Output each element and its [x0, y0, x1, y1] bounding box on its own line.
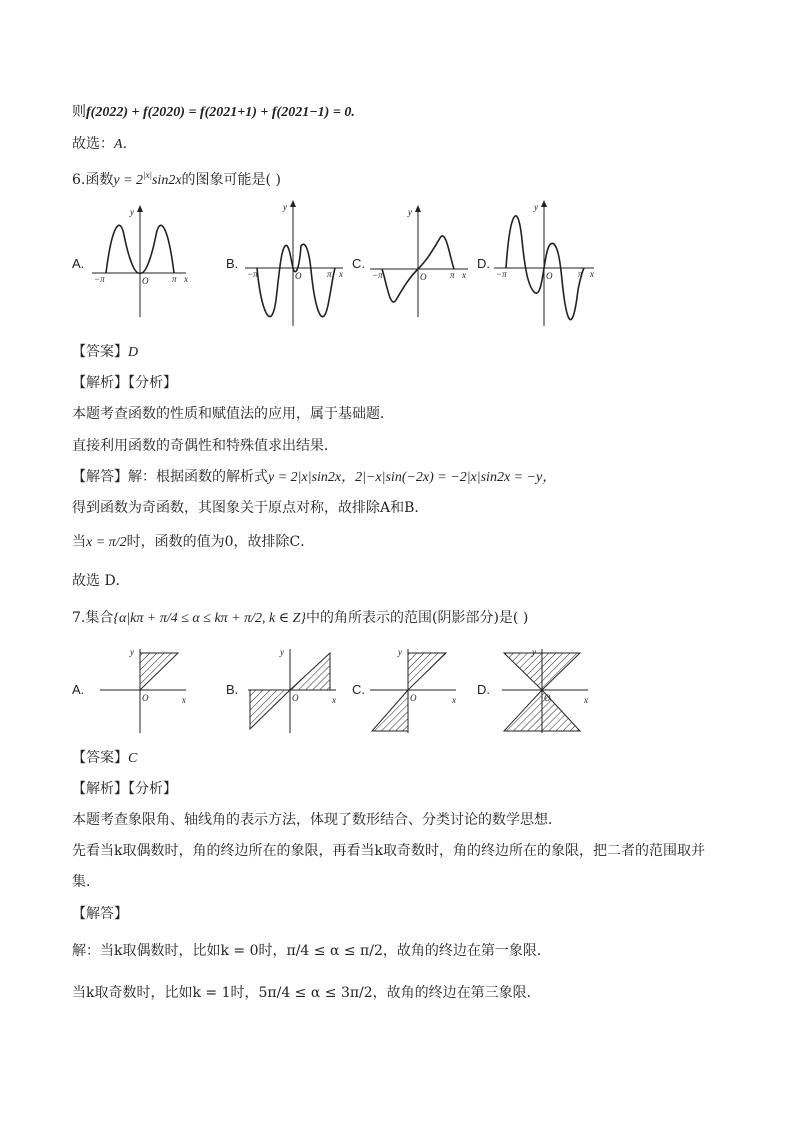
q6-answer-value: D	[128, 345, 139, 360]
q6a-y: y	[130, 207, 134, 217]
q6-graph-c	[368, 205, 478, 320]
q6-func-exp: |x|	[143, 170, 152, 180]
line-f-values	[72, 103, 355, 122]
line1-formula: f(2022) + f(2020) = f(2021+1) + f(2021−1) = 0.	[86, 105, 355, 120]
q7d-x: x	[584, 695, 588, 705]
q6-analysis-tag: 【解析】【分析】	[72, 375, 177, 391]
q7b-y: y	[280, 647, 284, 657]
line-select-a	[72, 135, 127, 154]
q6-graph-d	[492, 200, 602, 328]
q7c-y: y	[398, 647, 402, 657]
q6c-neg-pi: −π	[372, 270, 383, 280]
q7-stem	[72, 609, 528, 628]
q6-option-a-label: A.	[72, 256, 85, 271]
q7a-x: x	[182, 695, 186, 705]
q6-solution3-a: 当	[72, 534, 86, 550]
q7-solution-2: 当k取奇数时，比如k = 1时，5π/4 ≤ α ≤ 3π/2，故角的终边在第三象限．	[72, 985, 541, 1001]
q6b-x: x	[339, 269, 343, 279]
q7-option-a-label: A.	[72, 682, 85, 697]
q7-analysis-1: 本题考查象限角、轴线角的表示方法，体现了数形结合、分类讨论的数学思想．	[72, 812, 562, 828]
q7-analysis-3: 集．	[72, 874, 100, 890]
q6a-neg-pi: −π	[94, 274, 105, 284]
q6b-pos-pi: π	[327, 269, 332, 279]
q6-graph-b	[243, 200, 353, 328]
q6-solution3-math: x = π/2	[86, 535, 127, 550]
q6-func-lhs: y = 2	[113, 173, 144, 188]
q7c-x: x	[452, 695, 456, 705]
q6-stem-suffix: 的图象可能是( )	[181, 172, 281, 188]
q7-option-c-label: C.	[352, 682, 365, 697]
q6a-x: x	[184, 274, 188, 284]
q6-analysis-2: 直接利用函数的奇偶性和特殊值求出结果．	[72, 438, 338, 454]
q6-solution-tag: 【解答】	[72, 469, 128, 485]
q6c-pos-pi: π	[450, 270, 455, 280]
q6-option-c-label: C.	[352, 256, 365, 271]
q6b-neg-pi: −π	[247, 269, 258, 279]
q7-option-d-label: D.	[477, 682, 490, 697]
q6d-o: O	[546, 271, 553, 281]
q6-analysis-1: 本题考查函数的性质和赋值法的应用，属于基础题．	[72, 406, 394, 422]
q6b-o: O	[295, 271, 302, 281]
q6-stem-prefix: 6.函数	[72, 172, 114, 188]
select-answer: A	[114, 137, 123, 152]
q6-option-d-label: D.	[477, 256, 490, 271]
q6d-neg-pi: −π	[496, 269, 507, 279]
q7-stem-prefix: 7.集合	[72, 610, 114, 626]
q7b-x: x	[332, 695, 336, 705]
q6d-y: y	[534, 202, 538, 212]
q6-solution-1	[72, 468, 556, 487]
q6b-y: y	[283, 202, 287, 212]
q7-solution-tag: 【解答】	[72, 906, 128, 922]
q7-graph-d	[500, 645, 600, 735]
q6-solution-3	[72, 533, 314, 552]
q6-solution3-b: 时，函数的值为0，故排除C．	[126, 534, 315, 550]
q6-option-b-label: B.	[226, 256, 239, 271]
q7a-o: O	[142, 693, 149, 703]
q6-answer-tag: 【答案】	[72, 344, 128, 360]
q6d-x: x	[590, 269, 594, 279]
q7-graph-c	[368, 645, 468, 735]
q7-analysis-2: 先看当k取偶数时，角的终边所在的象限，再看当k取奇数时，角的终边所在的象限，把二者的范围取并	[72, 843, 705, 859]
q7-graph-a	[94, 645, 194, 735]
select-text: 故选：	[72, 136, 114, 152]
q6c-y: y	[408, 207, 412, 217]
q6-solution-2: 得到函数为奇函数，其图象关于原点对称，故排除A和B．	[72, 500, 429, 516]
q6a-o: O	[142, 276, 149, 286]
q7d-o: O	[544, 693, 551, 703]
q7a-y: y	[130, 647, 134, 657]
q7-answer-tag: 【答案】	[72, 750, 128, 766]
q6-func-rhs: sin2x	[151, 173, 182, 188]
line1-prefix: 则	[72, 104, 86, 120]
q7-stem-suffix: 中的角所表示的范围(阴影部分)是( )	[306, 610, 529, 626]
q6-conclusion: 故选 D．	[72, 573, 130, 589]
q6-answer	[72, 343, 138, 362]
q7-answer	[72, 749, 137, 768]
q7c-o: O	[410, 693, 417, 703]
q7-graph-b	[244, 645, 344, 735]
q6a-pos-pi: π	[172, 274, 177, 284]
select-tail: .	[122, 136, 128, 152]
q6-stem	[72, 166, 281, 190]
q7-answer-value: C	[128, 751, 138, 766]
q6d-pos-pi: π	[578, 269, 583, 279]
q7-option-b-label: B.	[226, 682, 239, 697]
q7-solution-1: 解：当k取偶数时，比如k = 0时，π/4 ≤ α ≤ π/2，故角的终边在第一象限．	[72, 943, 551, 959]
q6c-x: x	[462, 270, 466, 280]
q7-stem-math: {α|kπ + π/4 ≤ α ≤ kπ + π/2, k ∈ Z}	[113, 611, 306, 626]
q7d-y: y	[532, 647, 536, 657]
q6c-o: O	[420, 272, 427, 282]
q6-solution1-math: y = 2|x|sin2x，2|−x|sin(−2x) = −2|x|sin2x = −y，	[268, 470, 557, 485]
q7b-o: O	[292, 693, 299, 703]
q7-analysis-tag: 【解析】【分析】	[72, 781, 177, 797]
q6-solution1-prefix: 解：根据函数的解析式	[128, 469, 268, 485]
q6-graph-a	[90, 205, 200, 320]
